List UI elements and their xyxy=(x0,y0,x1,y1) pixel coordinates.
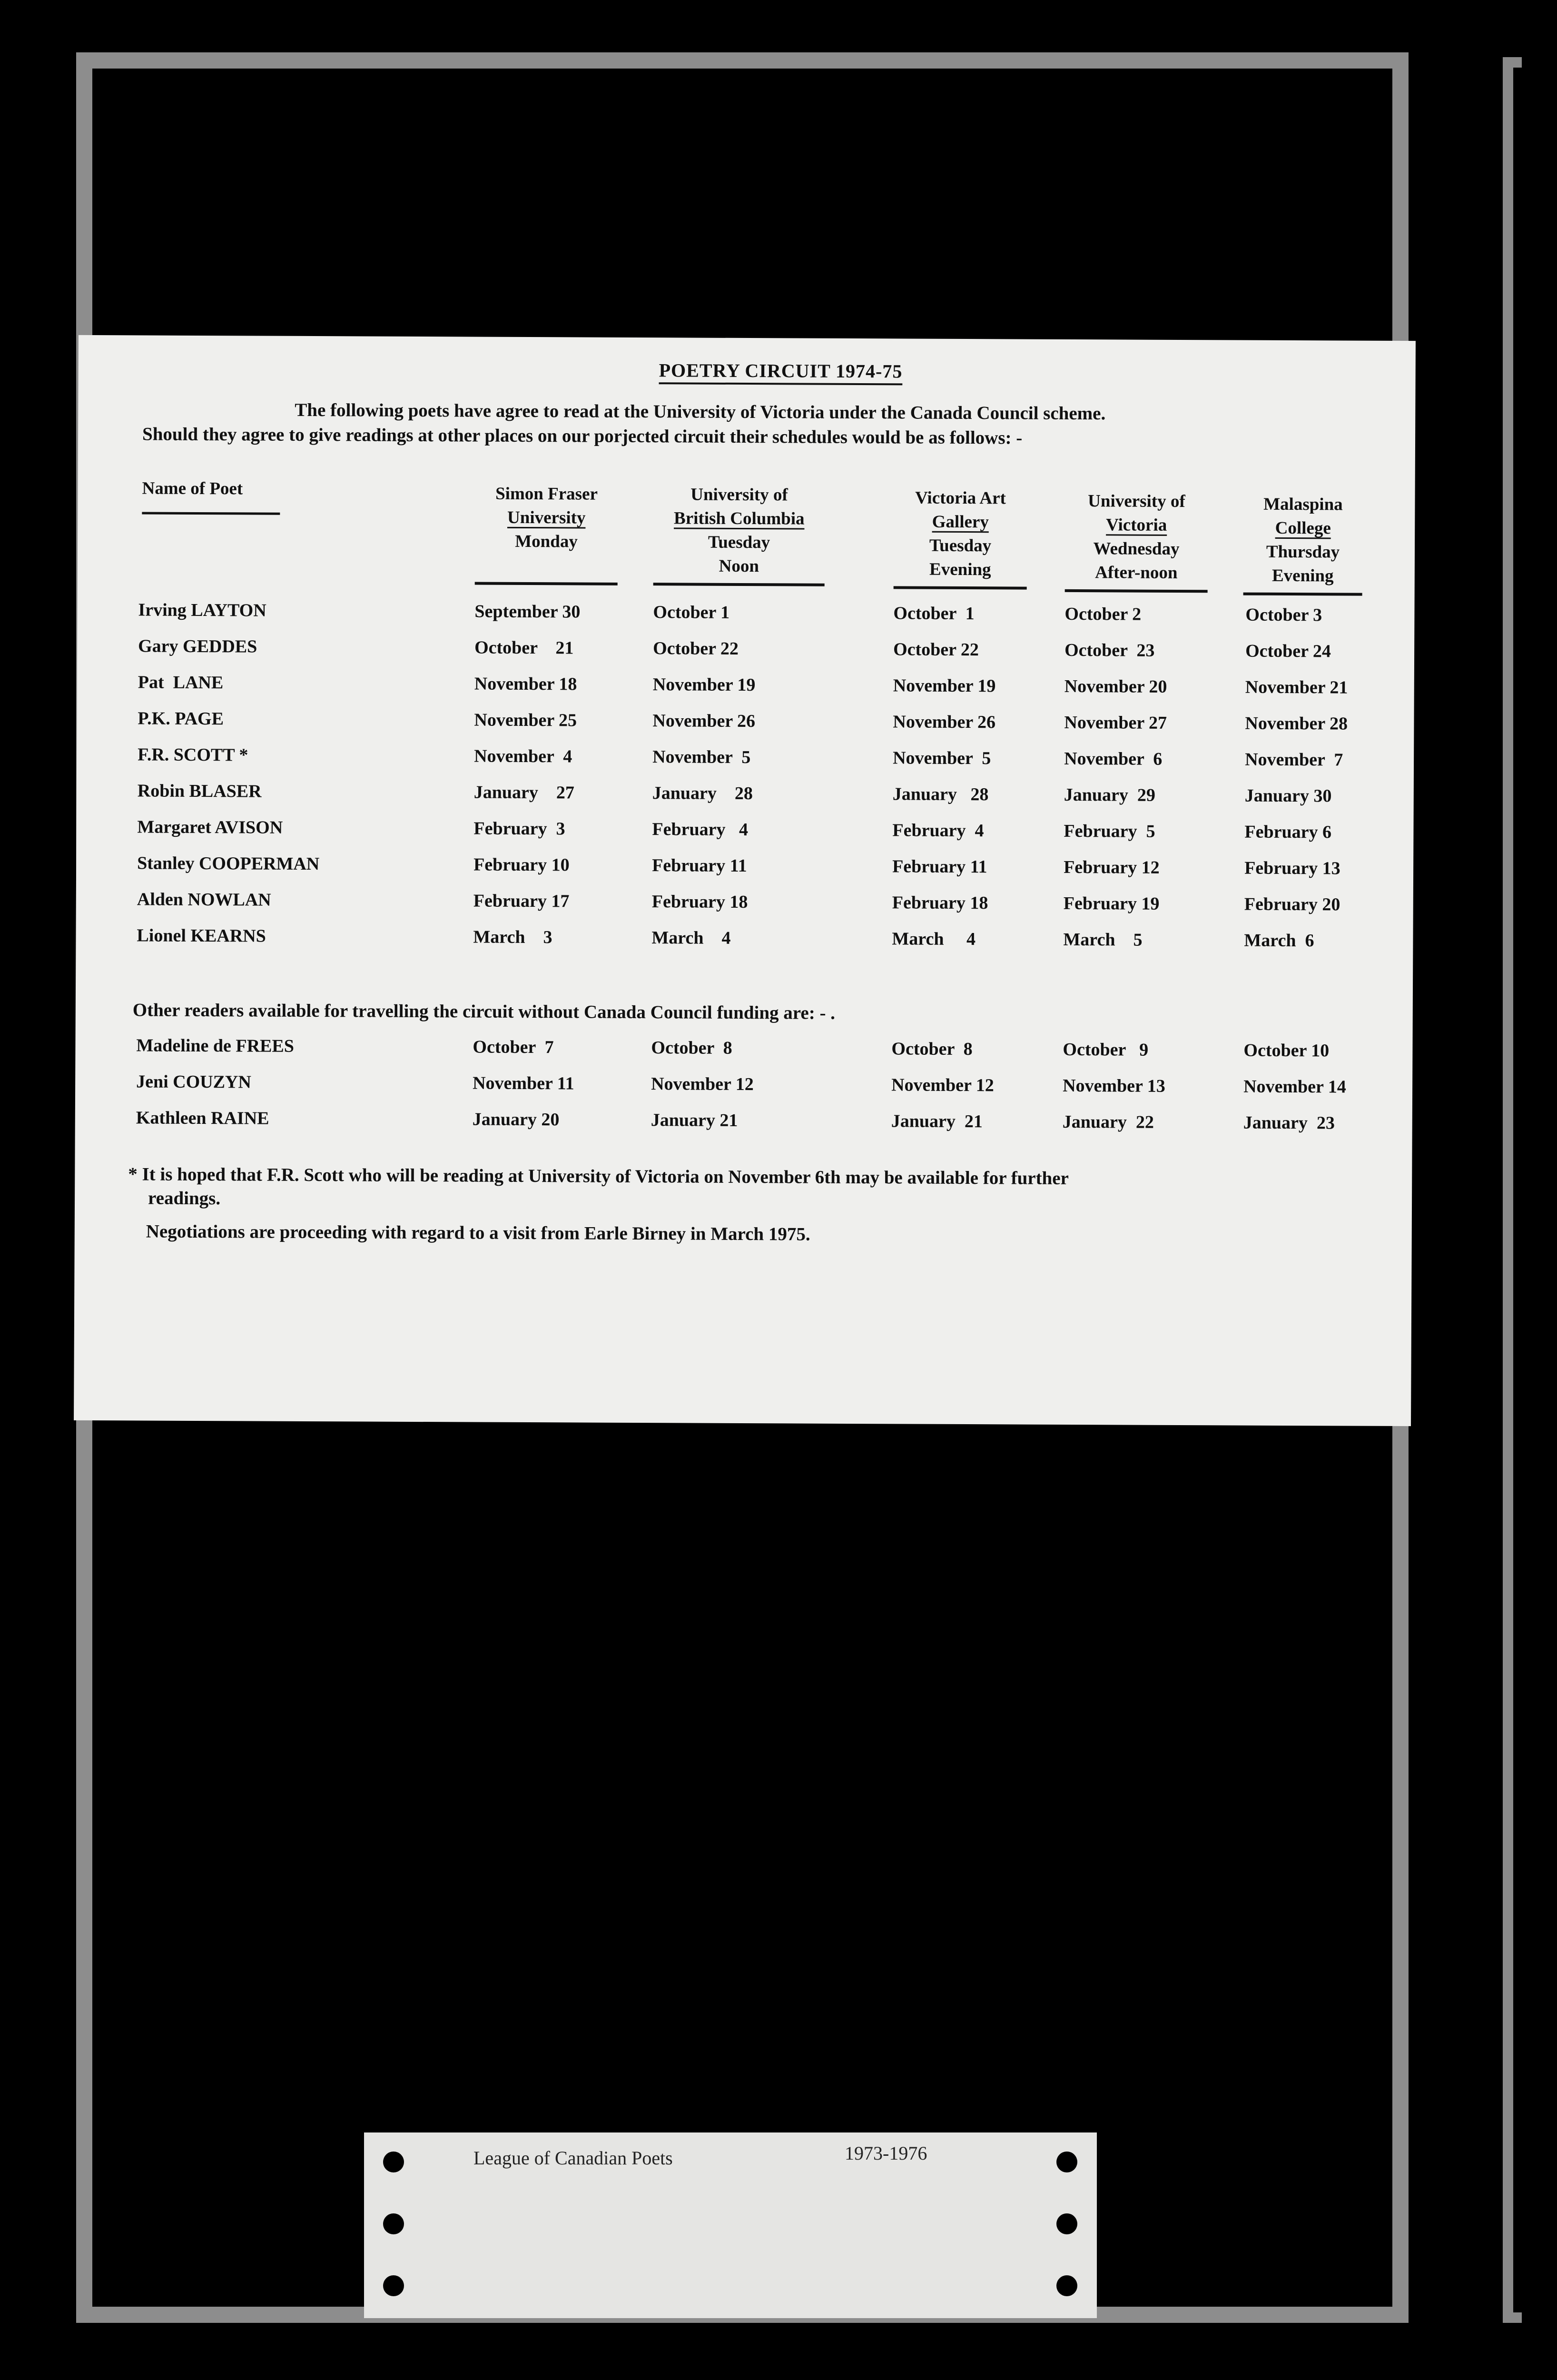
reading-date: January 20 xyxy=(472,1109,560,1130)
reading-date: February 4 xyxy=(892,820,984,841)
reading-date: October 10 xyxy=(1243,1040,1330,1061)
perforation-hole xyxy=(1056,2152,1077,2172)
poetry-circuit-document xyxy=(74,335,1416,1426)
reading-date: March 4 xyxy=(651,928,731,948)
footnote-line-2: readings. xyxy=(148,1188,221,1209)
perforation-hole xyxy=(1056,2213,1077,2234)
reading-date: February 4 xyxy=(652,819,749,840)
reading-date: October 23 xyxy=(1064,640,1155,661)
poet-name: Robin BLASER xyxy=(137,781,262,802)
reading-date: January 21 xyxy=(650,1110,738,1130)
perforation-hole xyxy=(383,2213,404,2234)
reading-date: October 8 xyxy=(651,1038,732,1058)
reading-date: March 6 xyxy=(1244,930,1314,951)
table-row xyxy=(77,635,1414,677)
col-line: University of xyxy=(690,485,788,505)
col-line: After-noon xyxy=(1095,563,1178,583)
col-line: British Columbia xyxy=(673,508,805,529)
reading-date: November 5 xyxy=(893,748,991,769)
poet-name: Kathleen RAINE xyxy=(136,1108,269,1129)
table-row xyxy=(75,1107,1412,1149)
label-organization: League of Canadian Poets xyxy=(473,2147,673,2169)
document-title: POETRY CIRCUIT 1974-75 xyxy=(659,359,903,382)
reading-date: November 11 xyxy=(473,1073,574,1094)
table-row xyxy=(77,744,1414,786)
column-header-simon-fraser xyxy=(475,482,618,585)
reading-date: November 13 xyxy=(1063,1075,1165,1096)
poet-name: Margaret AVISON xyxy=(137,817,283,838)
poet-name: Alden NOWLAN xyxy=(137,889,271,910)
reading-date: November 27 xyxy=(1064,712,1167,733)
reading-date: October 2 xyxy=(1064,604,1142,625)
perforation-hole xyxy=(383,2275,404,2296)
reading-date: October 8 xyxy=(891,1039,973,1060)
col-line: University of xyxy=(1088,491,1185,512)
reading-date: January 27 xyxy=(473,782,575,803)
reading-date: November 12 xyxy=(891,1075,994,1096)
perforation-hole xyxy=(1056,2275,1077,2296)
reading-date: January 22 xyxy=(1062,1111,1154,1132)
table-row xyxy=(75,1071,1412,1113)
header-rule xyxy=(142,512,280,515)
name-header-label: Name of Poet xyxy=(142,478,243,499)
reading-date: November 28 xyxy=(1245,713,1348,734)
reading-date: September 30 xyxy=(474,601,581,622)
col-line: Tuesday xyxy=(929,536,992,556)
reading-date: November 14 xyxy=(1243,1076,1346,1097)
reading-date: November 6 xyxy=(1064,748,1163,769)
col-line: Evening xyxy=(929,559,991,580)
archive-label xyxy=(364,2132,1097,2318)
column-rule xyxy=(1065,589,1208,593)
reading-date: November 25 xyxy=(474,710,577,731)
table-row xyxy=(77,599,1414,641)
reading-date: October 7 xyxy=(473,1037,554,1058)
reading-date: October 24 xyxy=(1245,641,1331,662)
footnote xyxy=(128,1162,1365,1215)
reading-date: February 10 xyxy=(473,854,570,875)
reading-date: February 19 xyxy=(1063,893,1160,914)
column-header-university-of-victoria xyxy=(1065,489,1208,593)
col-line: Malaspina xyxy=(1263,494,1343,515)
name-of-poet-header xyxy=(142,478,280,515)
col-line: Simon Fraser xyxy=(495,484,598,504)
poet-name: Jeni COUZYN xyxy=(136,1071,251,1092)
reading-date: November 5 xyxy=(652,747,751,768)
reading-date: January 28 xyxy=(652,783,753,804)
poet-name: Madeline de FREES xyxy=(136,1035,295,1056)
poet-name: Lionel KEARNS xyxy=(137,925,266,946)
reading-date: November 18 xyxy=(474,674,577,694)
col-line: Evening xyxy=(1271,565,1334,586)
reading-date: March 4 xyxy=(892,929,976,950)
reading-date: February 18 xyxy=(651,892,748,912)
reading-date: February 13 xyxy=(1244,858,1340,879)
column-header-victoria-art-gallery xyxy=(894,486,1027,589)
reading-date: January 30 xyxy=(1244,785,1332,806)
reading-date: January 29 xyxy=(1064,784,1156,805)
col-line: Tuesday xyxy=(708,532,770,553)
poet-name: P.K. PAGE xyxy=(138,708,224,729)
reading-date: February 20 xyxy=(1244,894,1340,915)
reading-date: January 28 xyxy=(892,784,989,805)
column-header-ubc xyxy=(653,483,825,586)
reading-date: November 19 xyxy=(893,675,996,696)
intro-line-2: Should they agree to give readings at other places on our porjected circuit their schedules would be as follows: - xyxy=(142,424,1023,448)
perforation-hole xyxy=(383,2152,404,2172)
reading-date: October 9 xyxy=(1063,1039,1149,1060)
reading-date: March 3 xyxy=(473,927,552,948)
table-row xyxy=(76,853,1413,894)
footnote-line-1: * It is hoped that F.R. Scott who will be reading at University of Victoria on November 6th may be available for further xyxy=(128,1164,1069,1189)
reading-date: November 26 xyxy=(893,712,996,733)
reading-date: October 22 xyxy=(893,639,979,660)
column-rule xyxy=(1243,593,1362,596)
reading-date: February 17 xyxy=(473,891,570,912)
reading-date: October 1 xyxy=(653,602,730,623)
reading-date: February 6 xyxy=(1244,822,1332,843)
poet-name: Pat LANE xyxy=(138,672,224,693)
reading-date: January 21 xyxy=(891,1111,983,1132)
poet-name: F.R. SCOTT * xyxy=(138,744,248,765)
negotiations-note: Negotiations are proceeding with regard to a visit from Earle Birney in March 1975. xyxy=(146,1221,810,1245)
column-rule xyxy=(653,583,825,586)
reading-date: February 12 xyxy=(1064,857,1160,878)
col-line: University xyxy=(507,507,586,528)
reading-date: November 20 xyxy=(1064,676,1167,697)
reading-date: March 5 xyxy=(1063,929,1143,950)
poet-name: Stanley COOPERMAN xyxy=(137,853,320,874)
col-line: Gallery xyxy=(932,512,989,532)
reading-date: February 11 xyxy=(892,856,987,877)
col-line: Victoria xyxy=(1106,515,1167,535)
col-line: Noon xyxy=(719,556,759,576)
reading-date: November 7 xyxy=(1245,749,1343,770)
col-line: College xyxy=(1275,518,1331,538)
col-line xyxy=(475,554,618,578)
reading-date: October 1 xyxy=(893,603,975,624)
reading-date: November 21 xyxy=(1245,677,1348,698)
poet-name: Gary GEDDES xyxy=(138,636,257,657)
col-line: Victoria Art xyxy=(915,488,1006,508)
column-header-malaspina-college xyxy=(1243,493,1363,596)
reading-date: October 21 xyxy=(474,637,574,658)
table-row xyxy=(77,708,1414,750)
reading-date: February 18 xyxy=(892,892,988,913)
reading-date: February 5 xyxy=(1064,821,1155,842)
table-row xyxy=(75,1035,1412,1077)
poet-name: Irving LAYTON xyxy=(138,600,266,621)
label-years: 1973-1976 xyxy=(845,2142,927,2164)
table-row xyxy=(77,780,1414,822)
reading-date: November 19 xyxy=(652,674,756,695)
column-rule xyxy=(475,582,618,585)
reading-date: November 4 xyxy=(474,746,572,767)
reading-date: February 3 xyxy=(473,818,565,839)
col-line: Wednesday xyxy=(1093,539,1180,559)
intro-paragraph xyxy=(142,397,1380,452)
reading-date: January 23 xyxy=(1243,1112,1335,1133)
table-row xyxy=(76,816,1413,858)
reading-date: February 11 xyxy=(652,855,747,876)
other-readers-note: Other readers available for travelling the circuit without Canada Council funding are: - . xyxy=(132,1000,836,1023)
reading-date: October 22 xyxy=(653,638,739,659)
table-row xyxy=(76,889,1413,931)
table-row xyxy=(76,925,1413,967)
col-line: Thursday xyxy=(1266,542,1340,562)
column-rule xyxy=(894,586,1027,589)
reading-date: November 12 xyxy=(651,1074,754,1095)
col-line: Monday xyxy=(515,531,578,552)
adjacent-frame-edge xyxy=(1503,57,1522,2323)
reading-date: November 26 xyxy=(652,711,756,732)
reading-date: October 3 xyxy=(1245,605,1322,625)
table-row xyxy=(77,672,1414,714)
intro-line-1: The following poets have agree to read at the University of Victoria under the Canada Council scheme. xyxy=(295,399,1106,424)
